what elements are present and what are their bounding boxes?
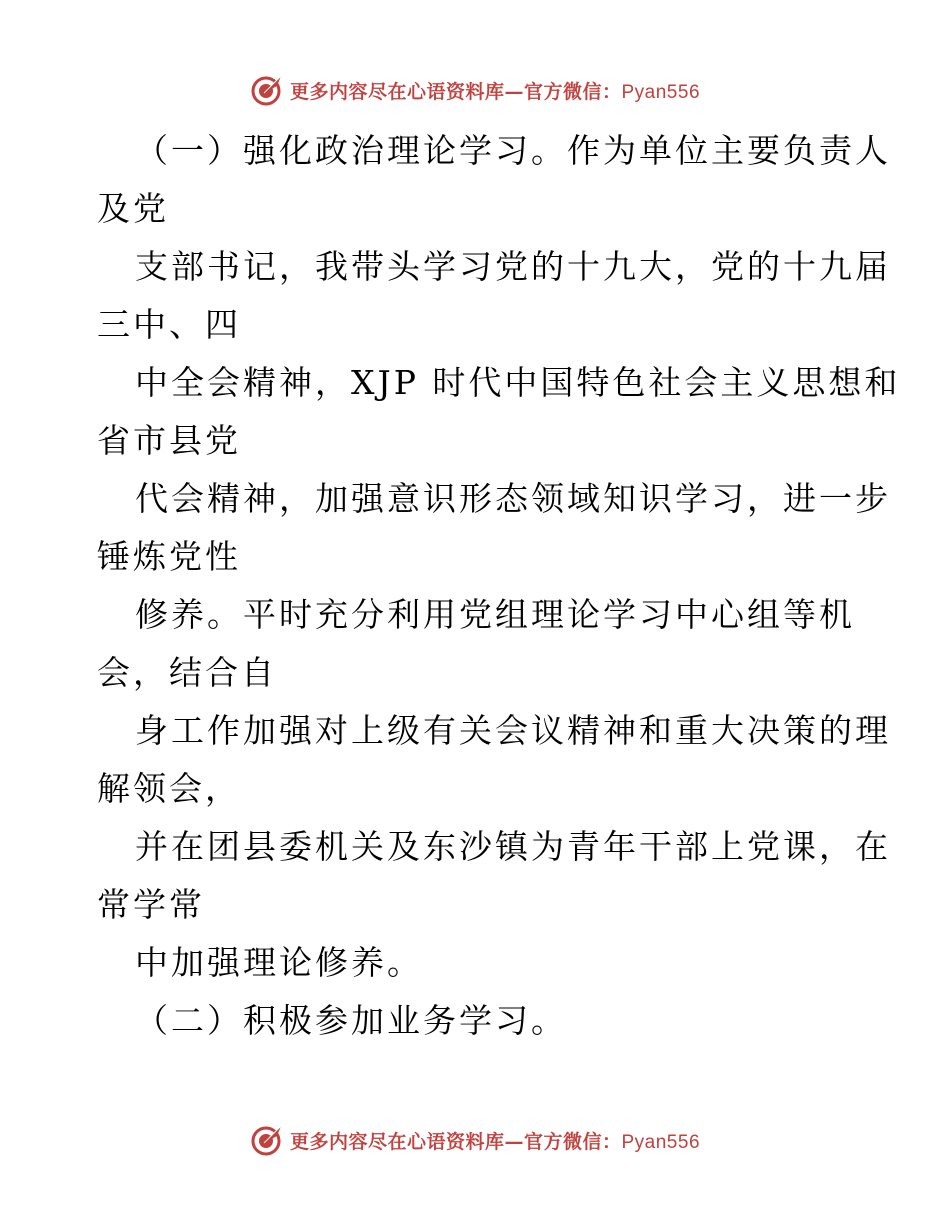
- quill-pen-circle-icon: [250, 1123, 284, 1157]
- text-line: 修养。平时充分利用党组理论学习中心组等机: [135, 595, 855, 634]
- document-body: [97, 122, 901, 1050]
- watermark-text: 更多内容尽在心语资料库—官方微信：Pyan556: [289, 80, 701, 103]
- text-line: 支部书记，我带头学习党的十九大，党的十九届: [135, 247, 891, 286]
- quill-pen-circle-icon: [250, 73, 284, 107]
- text-line: 代会精神，加强意识形态领域知识学习，进一步: [135, 479, 891, 518]
- footer-watermark: [0, 1120, 950, 1160]
- header-watermark: [0, 70, 950, 110]
- text-line: 常学常: [97, 885, 205, 924]
- text-line: 省市县党: [97, 421, 241, 460]
- text-line: 及党: [97, 189, 169, 228]
- text-line: 解领会，: [97, 769, 241, 808]
- text-line: 会，结合自: [97, 653, 277, 692]
- text-line: （二）积极参加业务学习。: [135, 1001, 567, 1040]
- text-line: 中全会精神，XJP 时代中国特色社会主义思想和: [135, 363, 901, 402]
- text-line: 中加强理论修养。: [135, 943, 423, 982]
- text-line: （一）强化政治理论学习。作为单位主要负责人: [135, 131, 891, 170]
- watermark-text: 更多内容尽在心语资料库—官方微信：Pyan556: [289, 1130, 701, 1153]
- text-line: 身工作加强对上级有关会议精神和重大决策的理: [135, 711, 891, 750]
- text-line: 锤炼党性: [97, 537, 241, 576]
- text-line: 三中、四: [97, 305, 241, 344]
- text-line: 并在团县委机关及东沙镇为青年干部上党课，在: [135, 827, 891, 866]
